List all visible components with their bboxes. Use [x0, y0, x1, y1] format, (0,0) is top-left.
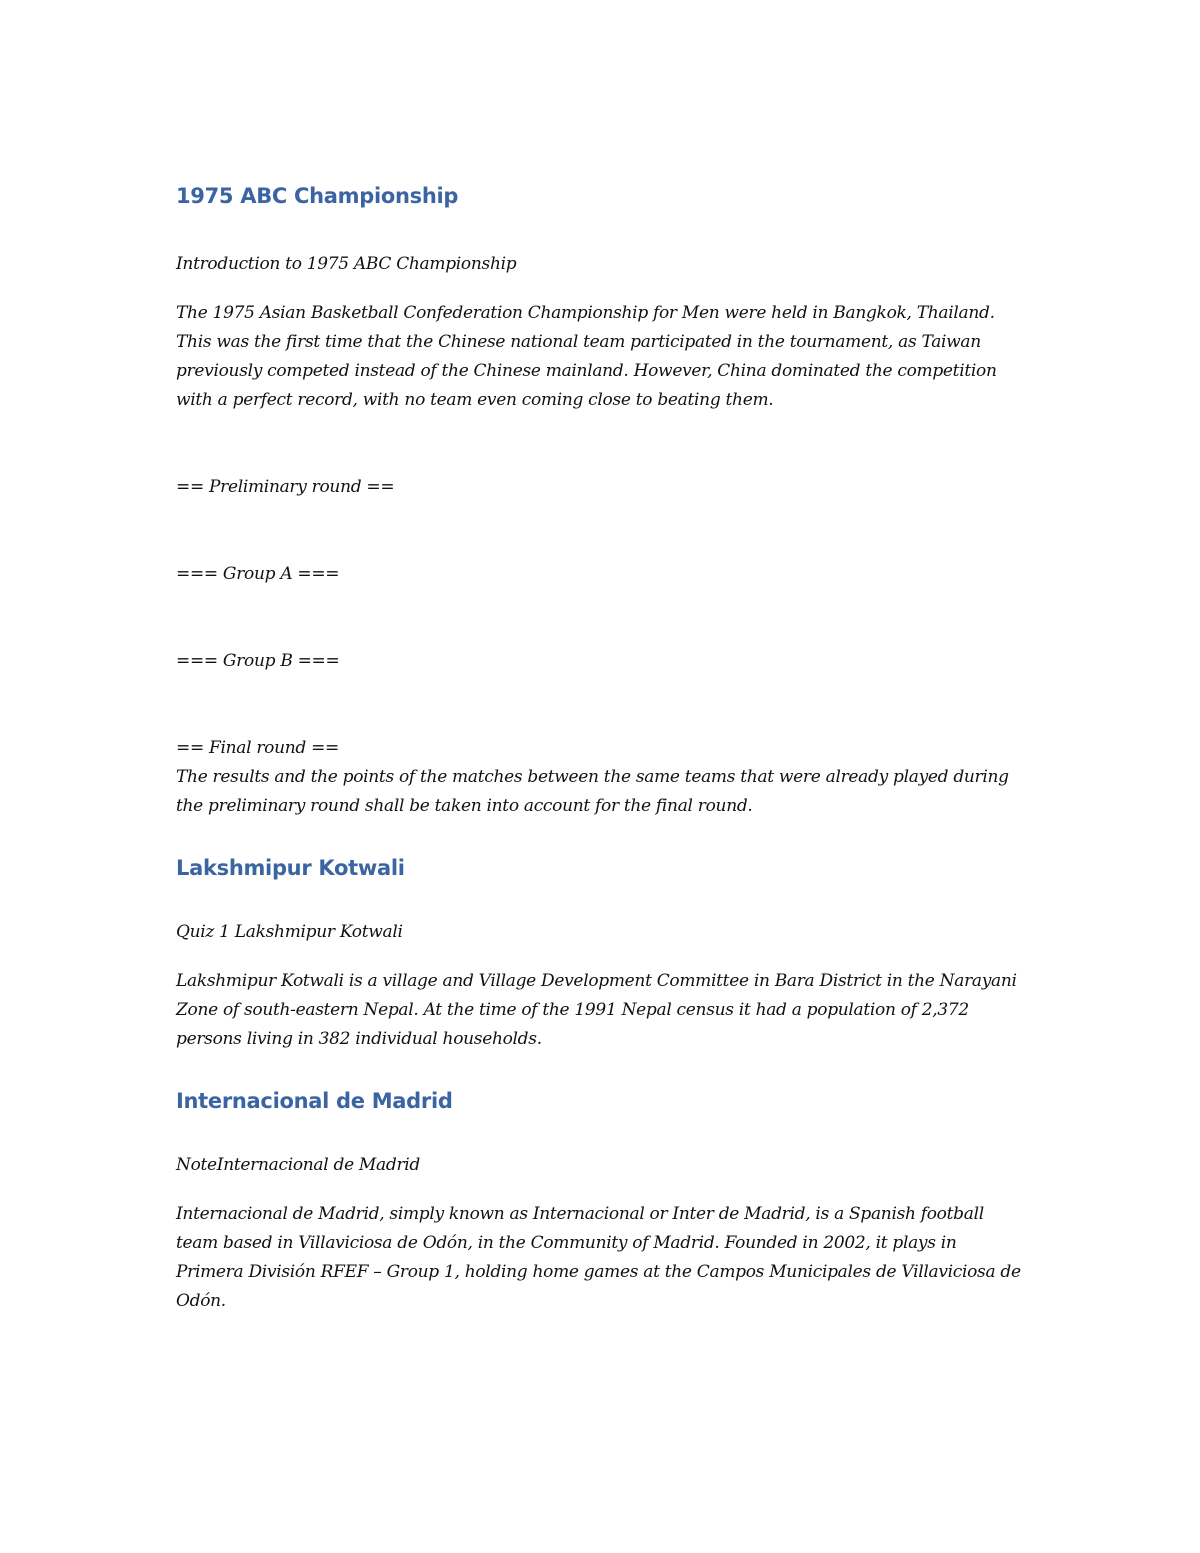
document-body: [176, 176, 1024, 1316]
wiki-line-group-a: === Group A ===: [176, 564, 340, 584]
wiki-line-final-round: == Final round ==: [176, 738, 339, 758]
section-subtitle-abc-championship: Introduction to 1975 ABC Championship: [176, 254, 517, 274]
section-heading-internacional-de-madrid: Internacional de Madrid: [176, 1089, 453, 1113]
wiki-line-preliminary-round: == Preliminary round ==: [176, 477, 395, 497]
final-round-note: The results and the points of the matches between the same teams that were already played during the preliminary round shall be taken into account for the final round.: [176, 767, 1009, 816]
section-paragraph-abc-championship: The 1975 Asian Basketball Confederation Championship for Men were held in Bangkok, Thailand. This was the first time that the Chinese national team participated in the tournament, as Taiwan previously competed instead of the Chinese mainland. However, China dominated the competition with a perfect record, with no team even coming close to beating them.: [176, 303, 997, 410]
section-paragraph-internacional-de-madrid: Internacional de Madrid, simply known as Internacional or Inter de Madrid, is a Spanish football team based in Villaviciosa de Odón, in the Community of Madrid. Founded in 2002, it plays in Primera División RFEF – Group 1, holding home games at the Campos Municipales de Villaviciosa de Odón.: [176, 1204, 1021, 1311]
wiki-line-group-b: === Group B ===: [176, 651, 340, 671]
section-subtitle-lakshmipur-kotwali: Quiz 1 Lakshmipur Kotwali: [176, 922, 403, 942]
section-subtitle-internacional-de-madrid: NoteInternacional de Madrid: [176, 1155, 421, 1175]
section-heading-lakshmipur-kotwali: Lakshmipur Kotwali: [176, 856, 405, 880]
section-heading-abc-championship: 1975 ABC Championship: [176, 184, 459, 208]
section-paragraph-lakshmipur-kotwali: Lakshmipur Kotwali is a village and Village Development Committee in Bara District in the Narayani Zone of south-eastern Nepal. At the time of the 1991 Nepal census it had a population of 2,372 persons living in 382 individual households.: [176, 971, 1017, 1049]
